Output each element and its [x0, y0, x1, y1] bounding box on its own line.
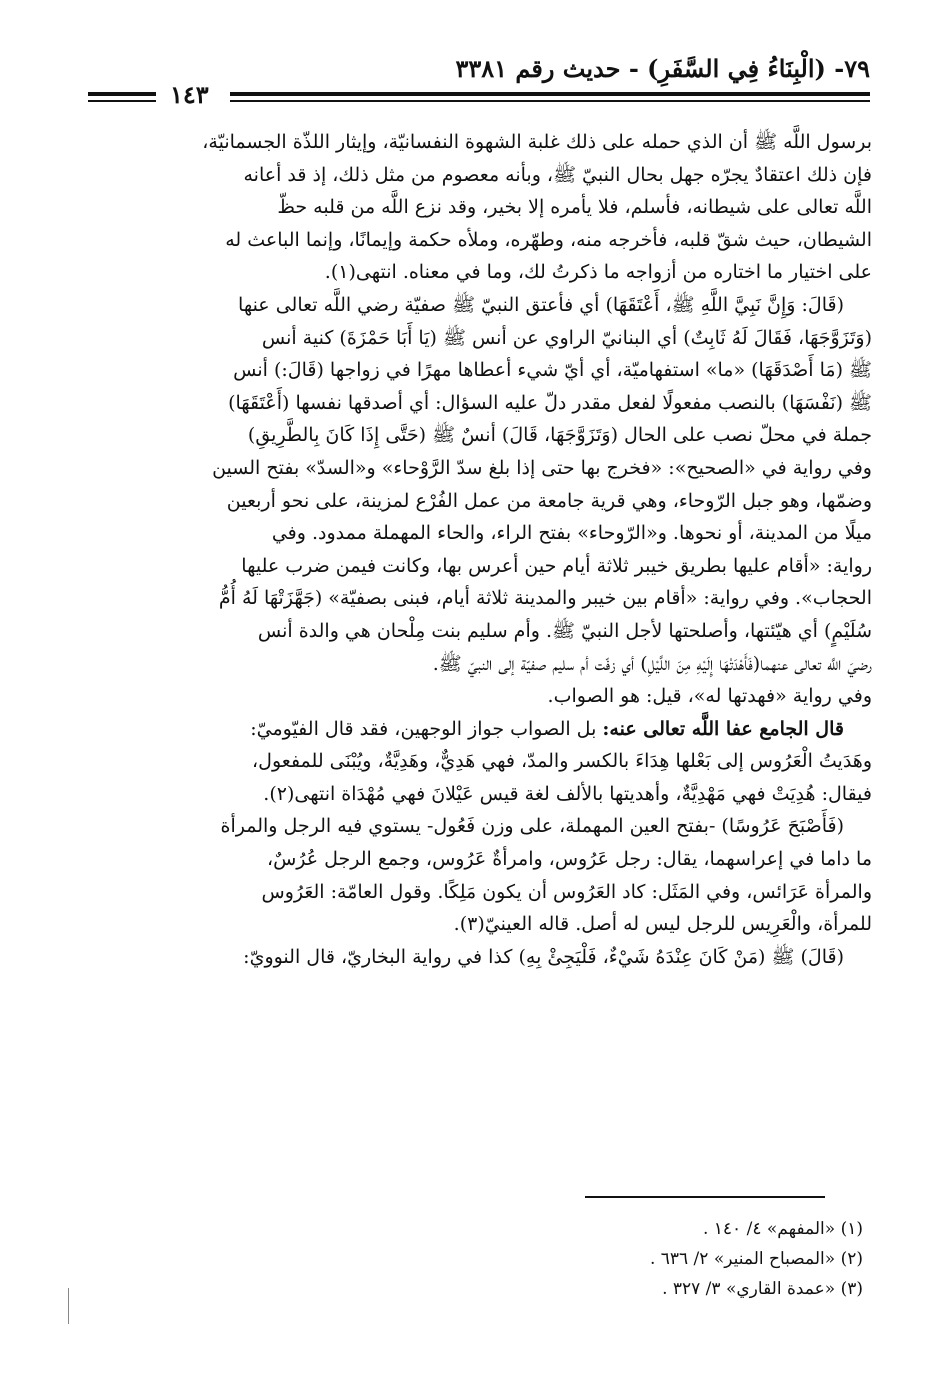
text-line: ﷺ (مَا أَصْدَقَهَا) «ما» استفهاميّة، أي أيّ شيء أعطاها مهرًا في زواجها (قَالَ:) أنس [233, 359, 872, 382]
text-line: رضيَ اللَّه تعالى عنهما(فَأَهْدَتْهَا إِلَيْهِ مِنَ اللَّيْلِ) أي زفّت أم سليم صفيّة إلى النبيّ ﷺ. [432, 652, 872, 675]
text-line: والمرأة عَرَائس، وفي المَثَل: كاد العَرُوس أن يكون مَلِكًا. وقول العامّة: العَرُوس [261, 880, 872, 903]
text-line: (وَتَزَوَّجَهَا، فَقَالَ لَهُ ثَابِتٌ) أي البنانيّ الراوي عن أنس ﷺ (يَا أَبَا حَمْزَةَ) كنية أنس [261, 326, 872, 349]
text-line: (فَأَصْبَحَ عَرُوسًا) -بفتح العين المهملة، على وزن فَعُول- يستوي فيه الرجل والمرأة [220, 815, 844, 838]
text-line: على اختيار ما اختاره من أزواجه ما ذكرتُ لك، وما في معناه. انتهى(١). [324, 261, 872, 284]
text-line: ما داما في إعراسهما، يقال: رجل عَرُوس، وامرأةٌ عَرُوس، وجمع الرجل عُرُسٌ، [266, 848, 872, 871]
footnote-3: (٣) «عمدة القاري» ٣/ ٣٢٧ . [662, 1279, 863, 1299]
text-line: وضمّها، وهو جبل الرّوحاء، وهي قرية جامعة من عمل الفُرْع لمزينة، على نحو أربعين [226, 489, 872, 512]
footnotes [463, 1214, 863, 1304]
chapter-heading: ٧٩- (الْبِنَاءُ فِي السَّفَرِ) - حديث رقم ٣٣٨١ [455, 54, 870, 83]
compiler-note-label: قال الجامع عفا اللَّه تعالى عنه: [602, 717, 844, 740]
footnote-divider [585, 1196, 825, 1198]
page-header [80, 52, 870, 110]
text-line: فيقال: هُدِيَتْ فهي مَهْدِيَّةٌ، وأهديتها بالألف لغة قيس عَيْلانَ فهي مُهْدَاة انتهى(٢). [263, 782, 872, 805]
text-line: (قَالَ) ﷺ (مَنْ كَانَ عِنْدَهُ شَيْءٌ، فَلْيَجِئْ بِهِ) كذا في رواية البخاريّ، قال النوويّ: [243, 945, 844, 968]
text-line: وفي رواية في «الصحيح»: «فخرج بها حتى إذا بلغ سدّ الرَّوْحاء» و«السدّ» بفتح السين [212, 456, 872, 479]
text-line: ميلًا من المدينة، أو نحوها. و«الرّوحاء» بفتح الراء، والحاء المهملة ممدود. وفي [271, 522, 872, 545]
text-line: الحجاب». وفي رواية: «أقام بين خيبر والمدينة ثلاثة أيام، فبنى بصفيّة» (جَهَّزَتْهَا لَهُ أُمُّ [218, 587, 872, 610]
page-number: ١٤٣ [164, 80, 215, 109]
compiler-note-line [82, 713, 872, 746]
scan-margin-mark [68, 1288, 69, 1324]
text-line: (قَالَ: وَإِنَّ نَبِيَّ اللَّهِ ﷺ، أَعْتَقَهَا) أي فأعتق النبيّ ﷺ صفيّة رضي اللَّه تعالى عنها [238, 293, 844, 316]
header-rule-thick [230, 92, 870, 96]
header-rule-left-thick [88, 92, 156, 96]
header-rule-left-thin [88, 100, 156, 102]
text-line: اللَّه تعالى على شيطانه، فأسلم، فلا يأمره إلا بخير، وقد نزع اللَّه من قلبه حظّ [277, 196, 872, 219]
text-line: سُلَيْمٍ) أي هيّئتها، وأصلحتها لأجل النبيّ ﷺ. وأم سليم بنت مِلْحان هي والدة أنس [257, 619, 872, 642]
header-rule-thin [230, 100, 870, 102]
text-line: وفي رواية «فهدتها له»، قيل: هو الصواب. [547, 685, 872, 708]
text-line: فإن ذلك اعتقادٌ يجرّه جهل بحال النبيّ ﷺ، وبأنه معصوم من مثل ذلك، إذ قد أعانه [243, 163, 872, 186]
text-line: ﷺ (نَفْسَهَا) بالنصب مفعولًا لفعل مقدر دلّ عليه السؤال: أي أصدقها نفسها (أَعْتَقَهَا) [228, 391, 872, 414]
text-line: جملة في محلّ نصب على الحال (وَتَزَوَّجَهَا، قَالَ) أنسٌ ﷺ (حَتَّى إِذَا كَانَ بِالطَّرِيقِ) [247, 424, 872, 447]
footnote-2: (٢) «المصباح المنير» ٢/ ٦٣٦ . [649, 1249, 863, 1269]
text-line: برسول اللَّه ﷺ أن الذي حمله على ذلك غلبة الشهوة النفسانيّة، وإيثار اللذّة الجسمانيّة، [202, 131, 872, 153]
text-line: الشيطان، حيث شقّ قلبه، فأخرجه منه، وطهّره، وملأه حكمة وإيمانًا، وإنما الباعث له [225, 228, 872, 251]
text-line: رواية: «أقام عليها بطريق خيبر ثلاثة أيام حين أعرس بها، وكانت فيمن ضرب عليها [241, 554, 872, 577]
main-text [82, 126, 872, 973]
compiler-note-text: بل الصواب جواز الوجهين، فقد قال الفيّوميّ: [250, 717, 603, 740]
text-line: للمرأة، والْعَرِيس للرجل ليس له أصل. قاله العينيّ(٣). [453, 913, 872, 936]
text-line: وهَدَيتُ الْعَرُوس إلى بَعْلها هِدَاءَ بالكسر والمدّ، فهي هَدِيٌّ، وهَدِيَّةٌ، ويُبْنَى للمفعول، [252, 750, 872, 773]
footnote-1: (١) «المفهم» ٤/ ١٤٠ . [702, 1219, 863, 1239]
